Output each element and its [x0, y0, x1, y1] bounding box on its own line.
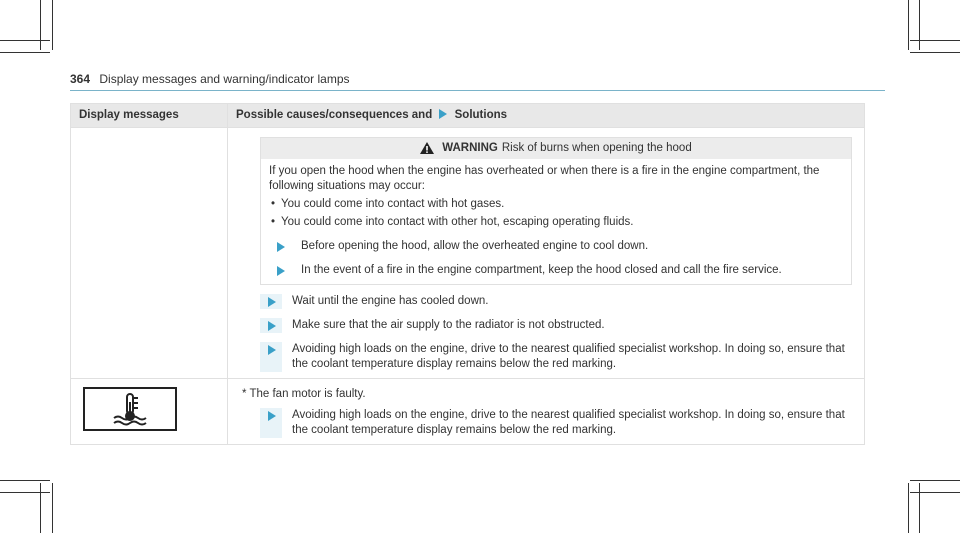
display-messages-table [70, 103, 865, 445]
cause-note: * The fan motor is faulty. [242, 388, 366, 400]
crop-mark [910, 52, 960, 53]
crop-mark [910, 480, 960, 481]
step-arrow-icon [268, 345, 276, 355]
solution-step-text: Avoiding high loads on the engine, drive to the nearest qualified specialist workshop. In doing so, ensure that the coolant temperature display remains below the red marking. [292, 409, 845, 436]
warning-body [261, 159, 851, 284]
causes-solutions-cell [228, 379, 865, 445]
step-arrow-icon [277, 242, 285, 252]
step-arrow-icon [268, 321, 276, 331]
solution-step [260, 342, 858, 372]
page-number: 364 [70, 72, 91, 86]
warning-box [260, 137, 852, 285]
solution-step [260, 408, 858, 438]
crop-mark [919, 0, 920, 50]
warning-step [269, 263, 843, 278]
col-header-display-messages: Display messages [71, 104, 228, 128]
solution-arrow-icon [439, 109, 447, 119]
crop-mark [908, 0, 909, 50]
solution-step [260, 318, 858, 333]
crop-mark [0, 492, 50, 493]
table-row [71, 128, 865, 379]
crop-mark [910, 40, 960, 41]
header-divider [70, 90, 885, 91]
col-header-causes-text: Possible causes/consequences and [236, 109, 433, 121]
warning-step [269, 239, 843, 254]
crop-mark [40, 0, 41, 50]
display-message-cell [71, 379, 228, 445]
step-arrow-icon [268, 297, 276, 307]
warning-bullet: • You could come into contact with other hot, escaping operating fluids. [269, 215, 843, 230]
crop-mark [919, 483, 920, 533]
warning-step-text: Before opening the hood, allow the overheated engine to cool down. [301, 240, 649, 252]
warning-step-text: In the event of a fire in the engine compartment, keep the hood closed and call the fire service. [301, 264, 782, 276]
col-header-causes-solutions [228, 104, 865, 128]
coolant-temperature-indicator [83, 387, 177, 431]
table-row [71, 379, 865, 445]
warning-triangle-icon [420, 142, 434, 154]
coolant-temperature-icon [108, 392, 152, 426]
solution-step [260, 294, 858, 309]
warning-label: WARNING [442, 142, 498, 154]
warning-intro: If you open the hood when the engine has overheated or when there is a fire in the engine compartment, the following situations may occur: [269, 165, 820, 192]
crop-mark [908, 483, 909, 533]
crop-mark [52, 483, 53, 533]
crop-mark [52, 0, 53, 50]
causes-solutions-cell [228, 128, 865, 379]
step-arrow-icon [268, 411, 276, 421]
table-header-row [71, 104, 865, 128]
crop-mark [0, 480, 50, 481]
crop-mark [910, 492, 960, 493]
display-message-cell-empty [71, 128, 228, 379]
solution-step-text: Make sure that the air supply to the radiator is not obstructed. [292, 319, 605, 331]
page-header [70, 72, 885, 86]
warning-title-bar [261, 138, 851, 159]
step-arrow-icon [277, 266, 285, 276]
section-title: Display messages and warning/indicator lamps [99, 72, 350, 86]
warning-title: Risk of burns when opening the hood [501, 142, 692, 154]
solution-step-text: Wait until the engine has cooled down. [292, 295, 489, 307]
crop-mark [0, 40, 50, 41]
crop-mark [40, 483, 41, 533]
col-header-solutions-text: Solutions [454, 109, 508, 121]
solution-step-text: Avoiding high loads on the engine, drive to the nearest qualified specialist workshop. In doing so, ensure that the coolant temperature display remains below the red marking. [292, 343, 845, 370]
crop-mark [0, 52, 50, 53]
warning-bullet: • You could come into contact with hot gases. [269, 197, 843, 212]
